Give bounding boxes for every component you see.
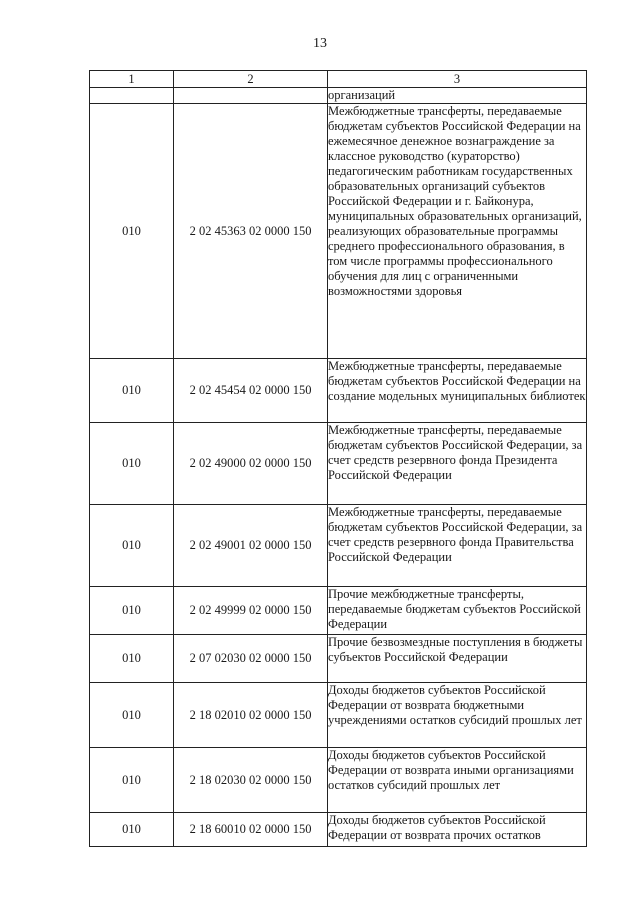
income-name-cell: Доходы бюджетов субъектов Российской Федерации от возврата прочих остатков	[328, 813, 587, 847]
admin-code-cell: 010	[90, 748, 174, 813]
admin-code-cell: 010	[90, 359, 174, 423]
table-header-row	[90, 71, 587, 88]
income-name-cell: Доходы бюджетов субъектов Российской Федерации от возврата иными организациями остатков субсидий прошлых лет	[328, 748, 587, 813]
budget-code-cell: 2 02 49000 02 0000 150	[174, 423, 328, 505]
admin-code-cell: 010	[90, 683, 174, 748]
revenue-codes-table	[89, 70, 587, 847]
admin-code-cell: 010	[90, 587, 174, 635]
income-name-cell: Прочие межбюджетные трансферты, передаваемые бюджетам субъектов Российской Федерации	[328, 587, 587, 635]
budget-code-cell: 2 02 49001 02 0000 150	[174, 505, 328, 587]
admin-code-cell: 010	[90, 104, 174, 359]
table-row	[90, 505, 587, 587]
budget-code-cell: 2 18 60010 02 0000 150	[174, 813, 328, 847]
continuation-cell-empty	[174, 88, 328, 104]
admin-code-cell: 010	[90, 423, 174, 505]
table-row	[90, 359, 587, 423]
continuation-cell-empty	[90, 88, 174, 104]
table-row	[90, 813, 587, 847]
page-number: 13	[313, 36, 327, 51]
continuation-row	[90, 88, 587, 104]
admin-code-cell: 010	[90, 635, 174, 683]
table-row	[90, 748, 587, 813]
table-row	[90, 104, 587, 359]
admin-code-cell: 010	[90, 505, 174, 587]
admin-code-cell: 010	[90, 813, 174, 847]
table-row	[90, 683, 587, 748]
income-name-cell: Межбюджетные трансферты, передаваемые бюджетам субъектов Российской Федерации, за счет средств резервного фонда Правительства Российской Федерации	[328, 505, 587, 587]
budget-code-cell: 2 02 45363 02 0000 150	[174, 104, 328, 359]
budget-code-cell: 2 02 49999 02 0000 150	[174, 587, 328, 635]
income-name-cell: Межбюджетные трансферты, передаваемые бюджетам субъектов Российской Федерации на создание модельных муниципальных библиотек	[328, 359, 587, 423]
table-row	[90, 587, 587, 635]
budget-code-cell: 2 18 02030 02 0000 150	[174, 748, 328, 813]
income-name-cell: Межбюджетные трансферты, передаваемые бюджетам субъектов Российской Федерации, за счет средств резервного фонда Президента Российской Федерации	[328, 423, 587, 505]
budget-code-cell: 2 18 02010 02 0000 150	[174, 683, 328, 748]
table-row	[90, 423, 587, 505]
column-header-3: 3	[328, 71, 587, 88]
income-name-cell: Прочие безвозмездные поступления в бюджеты субъектов Российской Федерации	[328, 635, 587, 683]
table-row	[90, 635, 587, 683]
budget-code-cell: 2 02 45454 02 0000 150	[174, 359, 328, 423]
budget-code-cell: 2 07 02030 02 0000 150	[174, 635, 328, 683]
income-name-cell: Доходы бюджетов субъектов Российской Федерации от возврата бюджетными учреждениями остатков субсидий прошлых лет	[328, 683, 587, 748]
continuation-text: организаций	[328, 88, 587, 104]
column-header-2: 2	[174, 71, 328, 88]
income-name-cell: Межбюджетные трансферты, передаваемые бюджетам субъектов Российской Федерации на ежемесячное денежное вознаграждение за классное руководство (кураторство) педагогическим работникам государственных образовательных организаций субъектов Российской Федерации и г. Байконура, муниципальных образовательных организаций, реализующих образовательные программы среднего профессионального образования, в том числе программы профессионального обучения для лиц с ограниченными возможностями здоровья	[328, 104, 587, 359]
column-header-1: 1	[90, 71, 174, 88]
